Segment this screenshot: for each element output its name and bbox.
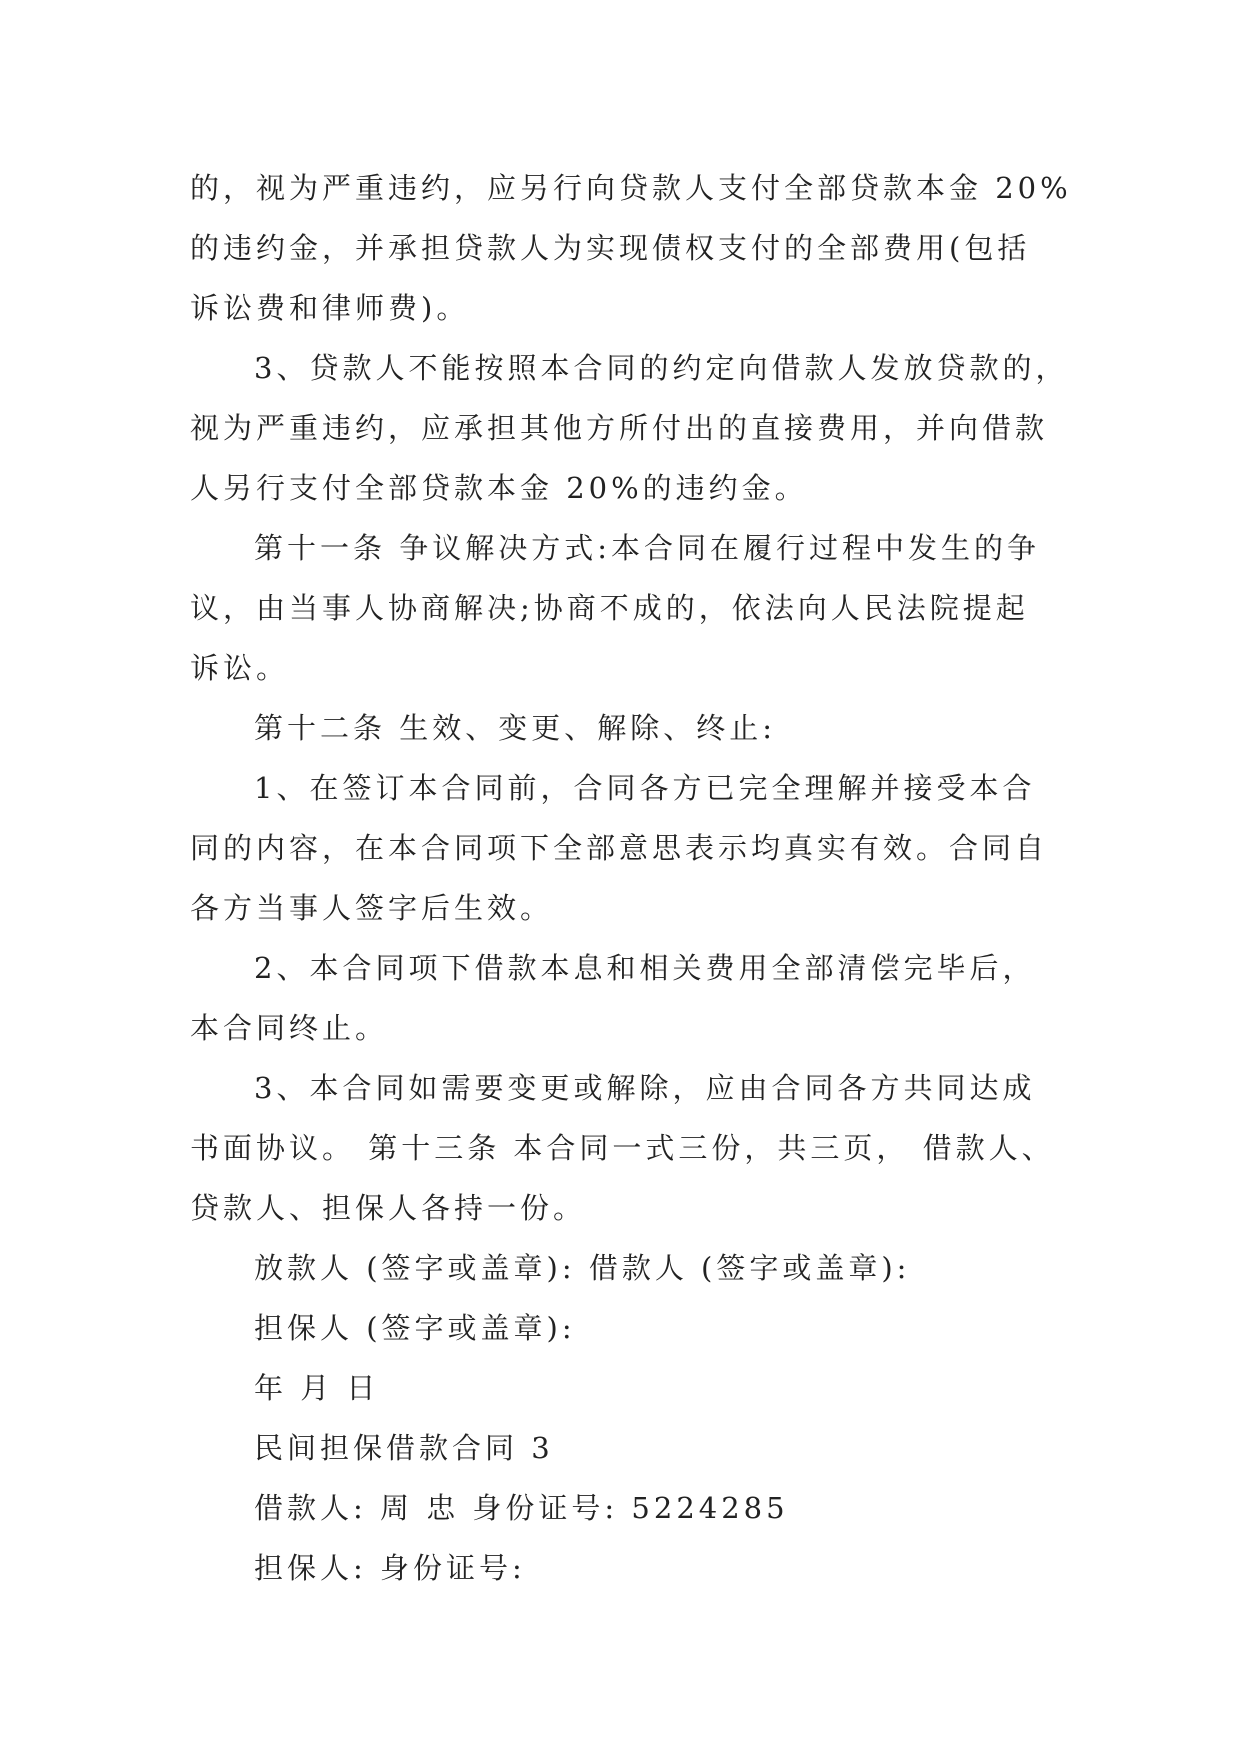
text-line: 书面协议。 第十三条 本合同一式三份，共三页， 借款人、: [190, 1131, 1055, 1165]
text-line: 各方当事人签字后生效。: [190, 891, 554, 925]
text-line: 议，由当事人协商解决;协商不成的，依法向人民法院提起: [190, 591, 1029, 625]
text-line: 1、在签订本合同前，合同各方已完全理解并接受本合: [254, 771, 1036, 805]
section-title: 民间担保借款合同 3: [254, 1431, 554, 1465]
text-line: 的，视为严重违约，应另行向贷款人支付全部贷款本金 20%: [190, 171, 1072, 205]
text-line: 第十二条 生效、变更、解除、终止:: [254, 711, 776, 745]
text-line: 第十一条 争议解决方式:本合同在履行过程中发生的争: [254, 531, 1040, 565]
text-line: 本合同终止。: [190, 1011, 389, 1045]
text-line: 诉讼。: [190, 651, 290, 685]
text-line: 同的内容，在本合同项下全部意思表示均真实有效。合同自: [190, 831, 1049, 865]
text-line: 的违约金，并承担贷款人为实现债权支付的全部费用(包括: [190, 231, 1031, 265]
text-line: 3、本合同如需要变更或解除，应由合同各方共同达成: [254, 1071, 1036, 1105]
text-line: 视为严重违约，应承担其他方所付出的直接费用，并向借款: [190, 411, 1049, 445]
text-line: 3、贷款人不能按照本合同的约定向借款人发放贷款的，: [254, 351, 1069, 385]
document-body: [190, 158, 1070, 1598]
text-line: 2、本合同项下借款本息和相关费用全部清偿完毕后，: [254, 951, 1036, 985]
text-line: 诉讼费和律师费)。: [190, 291, 470, 325]
date-line: 年 月 日: [254, 1371, 380, 1405]
signature-line-lender-borrower: 放款人 (签字或盖章): 借款人 (签字或盖章):: [254, 1251, 911, 1285]
signature-line-guarantor: 担保人 (签字或盖章):: [254, 1311, 576, 1345]
borrower-id-line: 借款人: 周 忠 身份证号: 5224285: [254, 1491, 789, 1525]
guarantor-id-line: 担保人: 身份证号:: [254, 1551, 526, 1585]
text-line: 人另行支付全部贷款本金 20%的违约金。: [190, 471, 808, 505]
text-line: 贷款人、担保人各持一份。: [190, 1191, 587, 1225]
